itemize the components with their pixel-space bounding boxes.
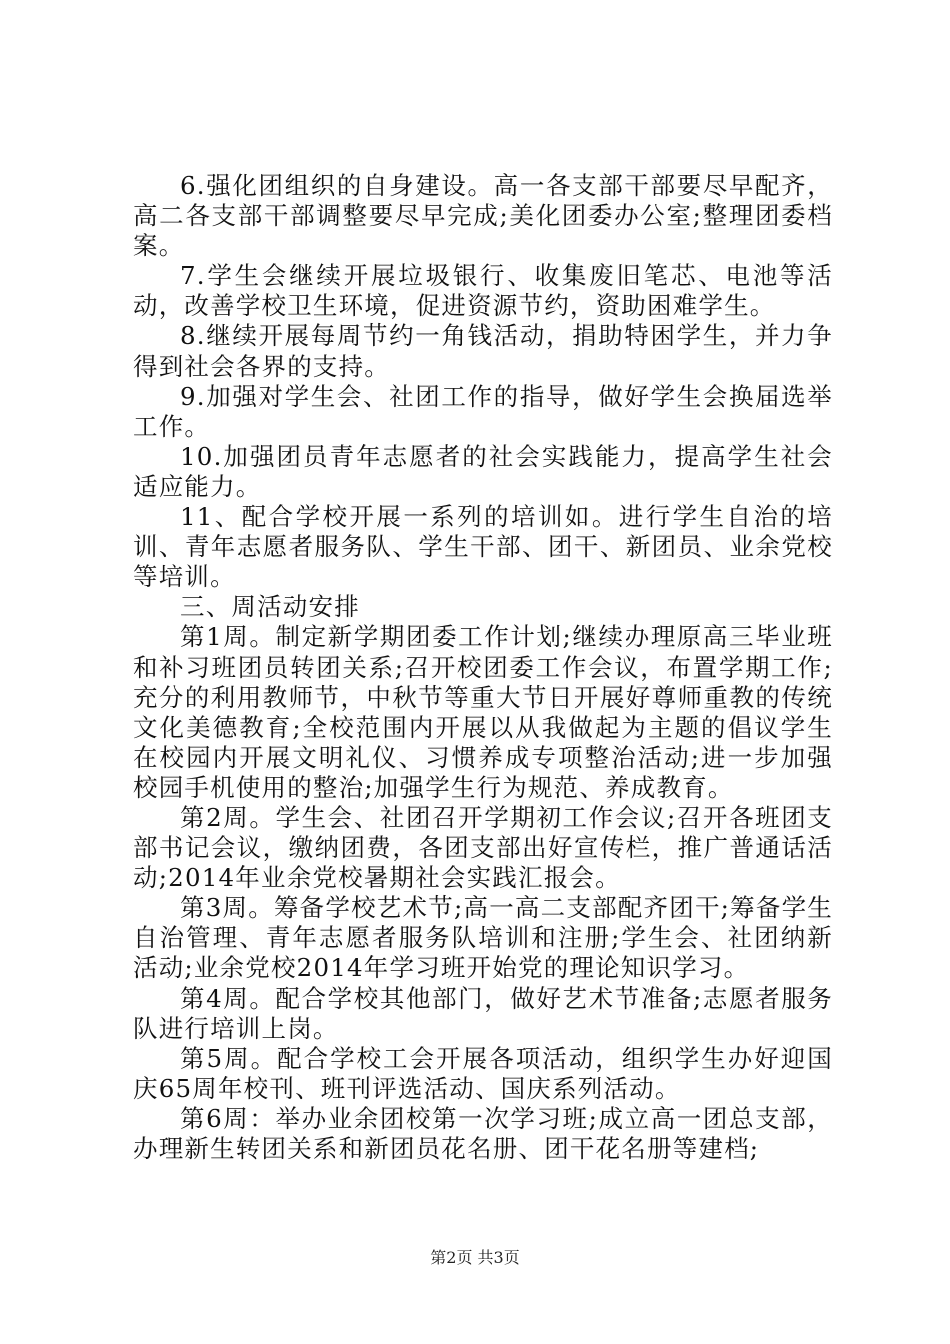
paragraph-item-7: 7.学生会继续开展垃圾银行、收集废旧笔芯、电池等活动，改善学校卫生环境，促进资源节约，资助困难学生。: [133, 261, 833, 321]
paragraph-item-9: 9.加强对学生会、社团工作的指导，做好学生会换届选举工作。: [133, 381, 833, 441]
paragraph-item-6: 6.强化团组织的自身建设。高一各支部干部要尽早配齐，高二各支部干部调整要尽早完成;美化团委办公室;整理团委档案。: [133, 171, 833, 261]
section-heading-weekly-schedule: 三、周活动安排: [180, 592, 360, 622]
week-5-paragraph: 第5周。配合学校工会开展各项活动，组织学生办好迎国庆65周年校刊、班刊评选活动、国庆系列活动。: [133, 1043, 833, 1103]
week-3-paragraph: 第3周。筹备学校艺术节;高一高二支部配齐团干;筹备学生自治管理、青年志愿者服务队培训和注册;学生会、社团纳新活动;业余党校2014年学习班开始党的理论知识学习。: [133, 893, 833, 983]
page-number-footer: 第2页 共3页: [430, 1248, 520, 1267]
document-body: [133, 171, 833, 1164]
paragraph-item-8: 8.继续开展每周节约一角钱活动，捐助特困学生，并力争得到社会各界的支持。: [133, 321, 833, 381]
week-6-paragraph: 第6周：举办业余团校第一次学习班;成立高一团总支部，办理新生转团关系和新团员花名册、团干花名册等建档;: [133, 1103, 833, 1163]
week-1-paragraph: 第1周。制定新学期团委工作计划;继续办理原高三毕业班和补习班团员转团关系;召开校团委工作会议，布置学期工作;充分的利用教师节，中秋节等重大节日开展好尊师重教的传统文化美德教育;全校范围内开展以从我做起为主题的倡议学生在校园内开展文明礼仪、习惯养成专项整治活动;进一步加强校园手机使用的整治;加强学生行为规范、养成教育。: [133, 622, 833, 802]
week-2-paragraph: 第2周。学生会、社团召开学期初工作会议;召开各班团支部书记会议，缴纳团费，各团支部出好宣传栏，推广普通话活动;2014年业余党校暑期社会实践汇报会。: [133, 802, 833, 893]
paragraph-item-11: 11、配合学校开展一系列的培训如。进行学生自治的培训、青年志愿者服务队、学生干部、团干、新团员、业余党校等培训。: [133, 502, 833, 592]
week-4-paragraph: 第4周。配合学校其他部门，做好艺术节准备;志愿者服务队进行培训上岗。: [133, 983, 833, 1043]
paragraph-item-10: 10.加强团员青年志愿者的社会实践能力，提高学生社会适应能力。: [133, 441, 833, 501]
